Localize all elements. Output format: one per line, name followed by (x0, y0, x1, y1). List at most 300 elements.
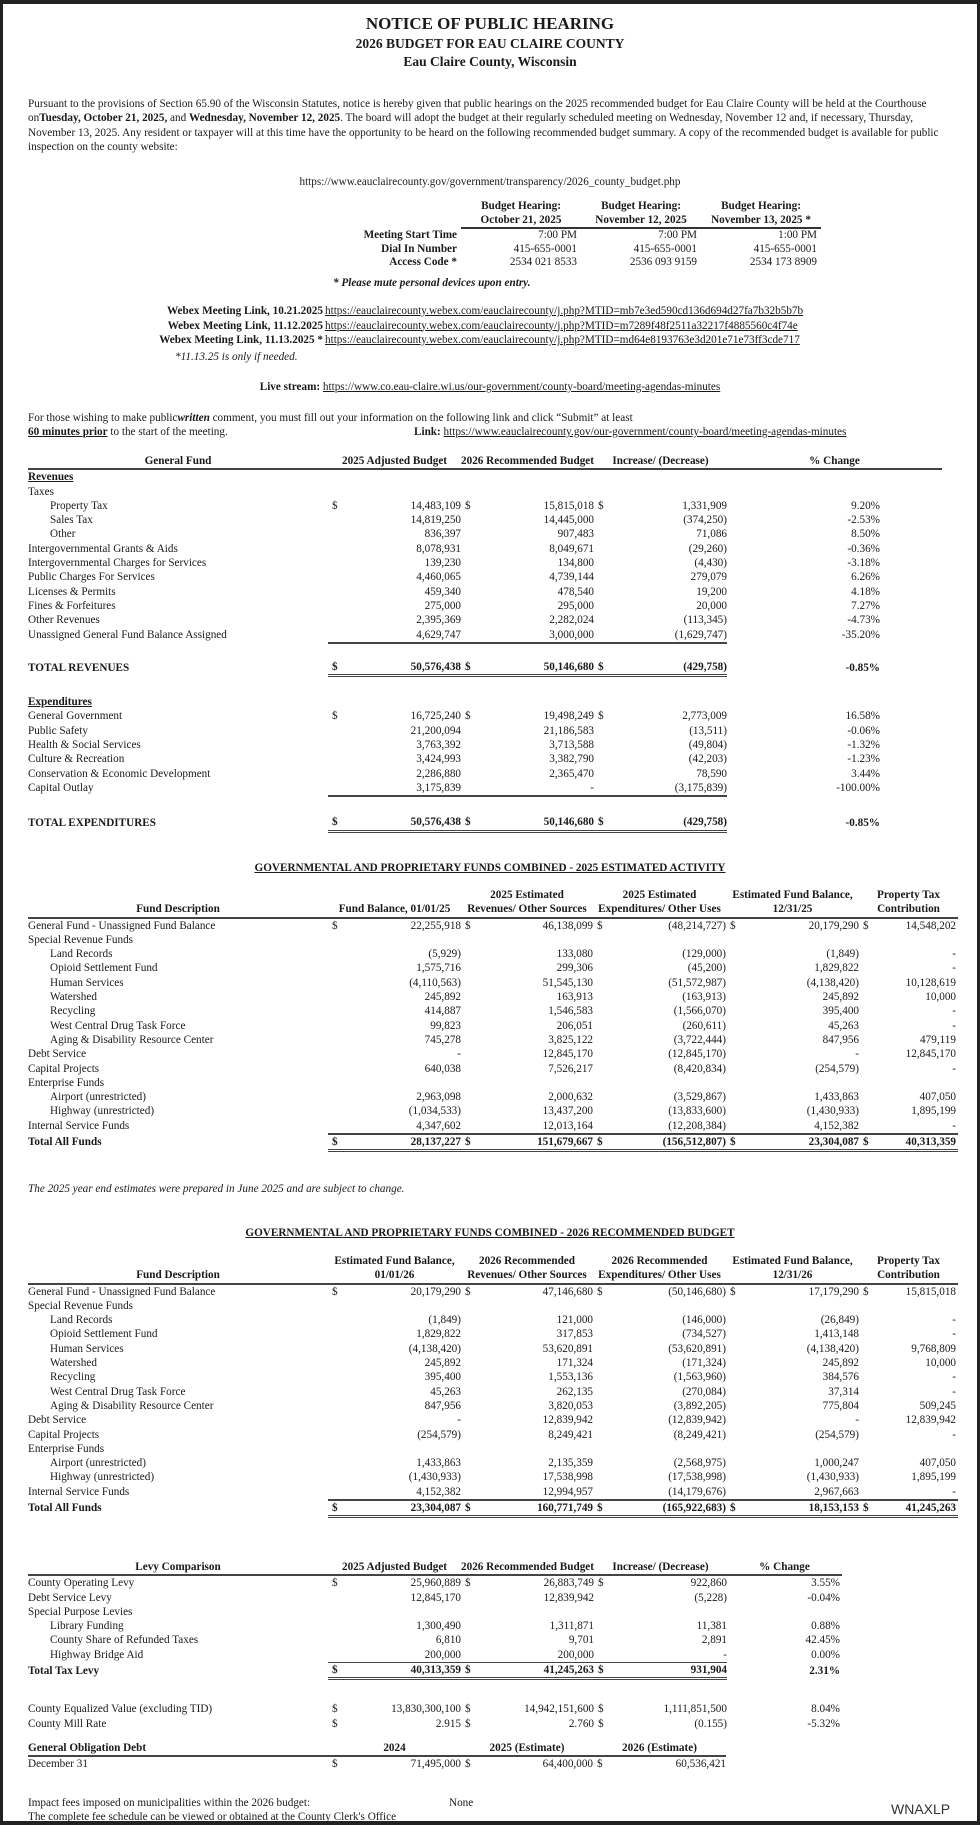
row-label: Conservation & Economic Development (28, 767, 211, 780)
dollar-sign (726, 1327, 746, 1341)
dollar-sign (593, 1370, 613, 1384)
dollar-sign (859, 1313, 879, 1327)
dollar-sign: $ (730, 919, 736, 932)
value-2025-adjusted: 12,845,170 (410, 1591, 461, 1604)
dollar-sign: $ (332, 919, 338, 932)
fund-value: (14,179,676) (668, 1485, 726, 1498)
dollar-sign (461, 1456, 481, 1470)
value-2025-adjusted: 16,725,240 (410, 710, 461, 723)
value-increase-decrease: (42,203) (688, 753, 727, 766)
fund-value: 133,080 (556, 948, 593, 961)
value-pct-change: 3.44% (851, 767, 880, 780)
comment-link[interactable]: https://www.eauclairecounty.gov/our-government/county-board/meeting-agendas-minutes (443, 426, 847, 438)
row-label: Capital Outlay (28, 782, 94, 795)
dial-in-3: 415-655-0001 (753, 242, 817, 255)
col-header-2024: 2024 (328, 1741, 461, 1756)
value-2025-adjusted: 459,340 (424, 585, 461, 598)
fund-row (28, 1119, 958, 1134)
col-header: Fund Description (28, 888, 328, 918)
fund-value: (8,420,834) (673, 1062, 726, 1075)
comment-link-wrap (414, 425, 846, 439)
fund-value: 160,771,749 (481, 1500, 593, 1517)
dollar-sign (859, 976, 879, 990)
start-time-1: 7:00 PM (538, 229, 577, 241)
dollar-sign (461, 1591, 481, 1605)
dollar-sign (461, 1313, 481, 1327)
value-2025-adjusted: 2.915 (435, 1717, 461, 1730)
row-label: TOTAL REVENUES (28, 661, 130, 674)
fund-row (28, 1062, 958, 1076)
start-time-3: 1:00 PM (778, 229, 817, 241)
dollar-sign (726, 1485, 746, 1500)
fund-value: (165,922,683) (613, 1500, 726, 1517)
dollar-sign (594, 752, 614, 766)
dollar-sign (859, 1370, 879, 1384)
total-all-funds-row (28, 1500, 958, 1517)
dollar-sign (859, 1004, 879, 1018)
fund-value: 262,135 (556, 1385, 593, 1398)
group-label: Revenues (28, 471, 74, 484)
fund-value: 2,000,632 (548, 1091, 593, 1104)
funds-2025-header (28, 888, 958, 918)
dollar-sign (726, 1356, 746, 1370)
value-2026-recommended: 15,815,018 (543, 499, 594, 512)
value-2026-recommended: 26,883,749 (543, 1577, 594, 1590)
row-label: Fines & Forfeitures (28, 599, 116, 612)
total-tax-levy-row (28, 1663, 842, 1679)
dollar-sign (859, 1385, 879, 1399)
dollar-sign (594, 1619, 614, 1633)
fee-schedule-note: The complete fee schedule can be viewed or obtained at the County Clerk's Office (28, 1811, 397, 1823)
dollar-sign (593, 1485, 613, 1500)
fund-value: 640,038 (424, 1062, 461, 1075)
fund-value: - (952, 1328, 956, 1341)
levy-row (28, 1648, 842, 1663)
fund-value: 847,956 (822, 1033, 859, 1046)
value-pct-change: 42.45% (805, 1634, 840, 1647)
dollar-sign (328, 976, 348, 990)
funds-2026-table (28, 1254, 958, 1518)
fund-name: Recycling (50, 1005, 96, 1018)
dollar-sign: $ (594, 660, 614, 676)
dollar-sign (594, 599, 614, 613)
dollar-sign: $ (328, 660, 348, 676)
fund-value: (734,527) (682, 1328, 726, 1341)
dollar-sign (328, 1047, 348, 1061)
value-2026-recommended: 9,701 (568, 1634, 594, 1647)
value-2026-recommended: 2,365,470 (549, 767, 594, 780)
row-label: Dial In Number (381, 242, 457, 255)
spacer-row (28, 1679, 842, 1703)
fund-value: (50,146,680) (668, 1285, 726, 1298)
webex-link-3[interactable]: https://eauclairecounty.webex.com/eauclairecounty/j.php?MTID=md64e8193763e3d201e71e73ff3cde717 (325, 334, 800, 346)
row-label: Intergovernmental Grants & Aids (28, 542, 178, 555)
dollar-sign (461, 1327, 481, 1341)
col-header: 2025 Estimated Revenues/ Other Sources (461, 888, 593, 918)
fund-value: (171,324) (682, 1357, 726, 1370)
fund-value: 15,815,018 (905, 1285, 956, 1298)
col-header-2025-adjusted: 2025 Adjusted Budget (328, 454, 461, 469)
row-label: County Share of Refunded Taxes (50, 1634, 199, 1647)
dollar-sign (593, 1413, 613, 1427)
col-header: Estimated Fund Balance, 12/31/26 (726, 1254, 859, 1284)
dollar-sign: $ (597, 1758, 603, 1771)
value-pct-change: -1.32% (847, 739, 880, 752)
fund-row (28, 990, 958, 1004)
col-header: Property Tax Contribution (859, 888, 958, 918)
row-label: Meeting Start Time (363, 228, 457, 241)
fund-value: 1,553,136 (548, 1371, 593, 1384)
fund-name: Internal Service Funds (28, 1120, 130, 1133)
col-header-increase-decrease: Increase/ (Decrease) (594, 1560, 727, 1575)
value-2025-adjusted: 200,000 (348, 1648, 461, 1663)
dollar-sign (461, 990, 481, 1004)
impact-fees-value: None (449, 1797, 474, 1809)
dollar-sign (859, 1413, 879, 1427)
dollar-sign (461, 1385, 481, 1399)
webex-row (3, 319, 980, 334)
revenue-row (28, 556, 942, 570)
fund-value: 1,895,199 (911, 1471, 956, 1484)
fund-name: Debt Service (28, 1414, 87, 1427)
col-header-2026-recommended: 2026 Recommended Budget (461, 1560, 594, 1575)
value-increase-decrease: (5,228) (694, 1591, 727, 1604)
row-label: Other (50, 528, 76, 541)
fund-value: 4,347,602 (416, 1119, 461, 1132)
fund-value: 245,892 (822, 1357, 859, 1370)
fund-value: 12,845,170 (542, 1048, 593, 1061)
row-label: Intergovernmental Charges for Services (28, 557, 207, 570)
dollar-sign (859, 1456, 879, 1470)
value-pct-change: -0.85% (845, 661, 880, 674)
webex-label: Webex Meeting Link, 11.12.2025 (167, 319, 323, 332)
expenditure-row (28, 724, 942, 738)
dollar-sign (328, 542, 348, 556)
dollar-sign (328, 990, 348, 1004)
value-2026-recommended: 19,498,249 (543, 710, 594, 723)
fund-value: (1,034,533) (408, 1105, 461, 1118)
value-2026-recommended: 907,483 (557, 528, 594, 541)
fund-value: 3,825,122 (548, 1033, 593, 1046)
dollar-sign (594, 513, 614, 527)
value-increase-decrease: (0.155) (694, 1717, 727, 1730)
dollar-sign (461, 1047, 481, 1061)
budget-url[interactable] (3, 175, 977, 189)
fund-value: (1,849) (428, 1314, 461, 1327)
fund-value: 17,538,998 (542, 1471, 593, 1484)
fund-value: 14,548,202 (905, 919, 956, 932)
fund-value: (1,566,070) (673, 1005, 726, 1018)
dollar-sign (328, 1591, 348, 1605)
col-header-increase-decrease: Increase/ (Decrease) (594, 454, 727, 469)
fund-row (28, 947, 958, 961)
access-code-1: 2534 021 8533 (509, 256, 577, 268)
fund-value: (12,839,942) (668, 1414, 726, 1427)
col-header-2026-estimate: 2026 (Estimate) (593, 1741, 726, 1756)
fund-value: 1,575,716 (416, 962, 461, 975)
comment-written: written (177, 412, 210, 424)
access-code-2: 2536 093 9159 (629, 256, 697, 268)
funds-2026-header (28, 1254, 958, 1284)
dollar-sign (461, 628, 481, 643)
dollar-sign (328, 1119, 348, 1134)
dollar-sign: $ (465, 919, 471, 932)
fund-name: General Fund - Unassigned Fund Balance (28, 1285, 216, 1298)
dollar-sign (593, 961, 613, 975)
webex-link-1[interactable]: https://eauclairecounty.webex.com/eauclairecounty/j.php?MTID=mb7e3ed590cd136d694d27fa7b32b5b7b (325, 305, 804, 317)
value-increase-decrease: - (614, 1648, 727, 1663)
value-pct-change: -2.53% (847, 514, 880, 527)
dollar-sign (328, 1104, 348, 1118)
fund-value: 4,152,382 (416, 1485, 461, 1498)
fund-row (28, 1033, 958, 1047)
fund-value: 1,413,148 (814, 1328, 859, 1341)
dollar-sign (726, 1456, 746, 1470)
fund-row (28, 933, 958, 947)
value-increase-decrease: 1,111,851,500 (663, 1703, 727, 1716)
debt-value: 60,536,421 (675, 1758, 726, 1771)
total-all-funds-row (28, 1134, 958, 1151)
hearing-date-1: Tuesday, October 21, 2025, (39, 112, 168, 125)
fund-name: Capital Projects (28, 1062, 100, 1075)
value-pct-change: 0.88% (811, 1620, 840, 1633)
fund-value: - (855, 1414, 859, 1427)
dollar-sign (593, 1399, 613, 1413)
fund-value: 53,620,891 (542, 1342, 593, 1355)
dollar-sign (328, 1033, 348, 1047)
dollar-sign (859, 1090, 879, 1104)
dollar-sign (726, 1047, 746, 1061)
col-header: Estimated Fund Balance, 12/31/25 (726, 888, 859, 918)
fund-row (28, 918, 958, 933)
dollar-sign (593, 1385, 613, 1399)
value-2025-adjusted: 2,395,369 (416, 614, 461, 627)
row-label: County Equalized Value (excluding TID) (28, 1703, 213, 1716)
dollar-sign (594, 1591, 614, 1605)
dollar-sign (726, 1019, 746, 1033)
group-label: Expenditures (28, 696, 92, 709)
fund-value: 847,956 (424, 1399, 461, 1412)
fund-value: (5,929) (428, 948, 461, 961)
fund-value: - (855, 1048, 859, 1061)
levy-row (28, 1575, 842, 1590)
fund-value: - (952, 1119, 956, 1132)
impact-fees-label: Impact fees imposed on municipalities within the 2026 budget: (28, 1797, 311, 1809)
fund-value: (4,110,563) (409, 976, 461, 989)
dollar-sign (328, 585, 348, 599)
group-label: Taxes (28, 485, 54, 498)
fund-value: 121,000 (556, 1314, 593, 1327)
levy-row (28, 1619, 842, 1633)
hearing-header-row-1 (293, 200, 821, 214)
dollar-sign (859, 1428, 879, 1442)
fund-value: 20,179,290 (808, 919, 859, 932)
value-pct-change: 0.00% (811, 1649, 840, 1662)
dollar-sign: $ (594, 815, 614, 831)
dollar-sign (461, 542, 481, 556)
dollar-sign (726, 1428, 746, 1442)
dollar-sign (593, 1047, 613, 1061)
livestream-label: Live stream: (259, 381, 321, 393)
dollar-sign (726, 1033, 746, 1047)
spacer-row (28, 643, 942, 660)
fund-value: 1,000,247 (814, 1457, 859, 1470)
dial-in-1: 415-655-0001 (513, 242, 577, 255)
value-2026-recommended: 50,146,680 (481, 815, 594, 831)
levy-row (28, 1633, 842, 1647)
value-2026-recommended: 8,049,671 (549, 542, 594, 555)
dollar-sign (461, 1399, 481, 1413)
value-increase-decrease: 1,331,909 (682, 499, 727, 512)
equalized-value-row (28, 1702, 842, 1716)
fund-row (28, 1019, 958, 1033)
value-increase-decrease: 931,904 (614, 1663, 727, 1679)
fund-row (28, 1428, 958, 1442)
dollar-sign (859, 1342, 879, 1356)
dollar-sign (594, 527, 614, 541)
dollar-sign: $ (465, 1703, 471, 1716)
dollar-sign (461, 570, 481, 584)
dollar-sign (859, 990, 879, 1004)
fund-value: - (952, 1062, 956, 1075)
dollar-sign (328, 1633, 348, 1647)
fund-value: (254,579) (815, 1062, 859, 1075)
fund-value: (53,620,891) (668, 1342, 726, 1355)
fund-value: 2,135,359 (548, 1457, 593, 1470)
dollar-sign: $ (597, 919, 603, 932)
webex-label: Webex Meeting Link, 10.21.2025 (166, 305, 323, 317)
hearing-col-3-date: November 13, 2025 * (701, 214, 821, 229)
revenue-row (28, 613, 942, 627)
spacer (28, 1679, 842, 1703)
dollar-sign (594, 613, 614, 627)
fund-row (28, 1004, 958, 1018)
value-pct-change: 7.27% (851, 599, 880, 612)
fund-value: (163,913) (682, 991, 726, 1004)
dollar-sign (461, 1413, 481, 1427)
fund-value: 171,324 (556, 1357, 593, 1370)
fund-value: (260,611) (682, 1019, 726, 1032)
dollar-sign (594, 570, 614, 584)
dollar-sign: $ (593, 1134, 613, 1151)
dollar-sign (859, 1399, 879, 1413)
fund-value: 1,829,822 (814, 962, 859, 975)
dollar-sign: $ (461, 660, 481, 676)
fund-row (28, 1385, 958, 1399)
dollar-sign (328, 1327, 348, 1341)
fund-name: Highway (unrestricted) (50, 1105, 155, 1118)
webex-link-2[interactable]: https://eauclairecounty.webex.com/eauclairecounty/j.php?MTID=m7289f48f2511a32217f4885560c4f74e (325, 319, 798, 332)
dollar-sign (328, 724, 348, 738)
revenue-row (28, 628, 942, 643)
group-row (28, 1605, 842, 1619)
hearing-col-2-date: November 12, 2025 (581, 214, 701, 229)
dollar-sign (593, 1313, 613, 1327)
value-2026-recommended: 2,282,024 (549, 614, 594, 627)
fund-value: 245,892 (424, 991, 461, 1004)
dollar-sign (593, 1004, 613, 1018)
value-2025-adjusted: 14,819,250 (410, 514, 461, 527)
value-2025-adjusted: 836,397 (424, 528, 461, 541)
fund-name: Capital Projects (28, 1428, 100, 1441)
fund-row (28, 1485, 958, 1500)
dollar-sign (461, 1004, 481, 1018)
livestream (3, 380, 977, 394)
dollar-sign (328, 628, 348, 643)
dollar-sign (328, 752, 348, 766)
fund-value: 1,546,583 (548, 1005, 593, 1018)
value-2025-adjusted: 21,200,094 (410, 724, 461, 737)
webex-note: *11.13.25 is only if needed. (175, 351, 298, 363)
dollar-sign (328, 556, 348, 570)
row-label: Highway Bridge Aid (50, 1649, 144, 1662)
fund-value: 45,263 (430, 1385, 461, 1398)
dollar-sign (859, 1047, 879, 1061)
dollar-sign (328, 1019, 348, 1033)
fund-value: 10,000 (925, 1357, 956, 1370)
fund-value: 163,913 (556, 991, 593, 1004)
fund-name: Opioid Settlement Fund (50, 1328, 158, 1341)
value-pct-change: -0.85% (845, 816, 880, 829)
dollar-sign (726, 1104, 746, 1118)
dollar-sign (461, 1090, 481, 1104)
livestream-link[interactable]: https://www.co.eau-claire.wi.us/our-government/county-board/meeting-agendas-minutes (322, 381, 721, 393)
value-2026-recommended: 50,146,680 (481, 660, 594, 676)
value-increase-decrease: (4,430) (694, 557, 727, 570)
webex-row (3, 304, 980, 319)
dollar-sign: $ (328, 815, 348, 831)
comment-instructions (28, 411, 633, 425)
comment-text-3: to the start of the meeting. (107, 426, 228, 438)
row-label: Health & Social Services (28, 739, 141, 752)
dollar-sign (328, 527, 348, 541)
value-2026-recommended: 14,445,000 (543, 514, 594, 527)
col-header-pct-change: % Change (727, 1560, 842, 1575)
hearing-row-dial-in (293, 243, 821, 257)
mill-rate-row (28, 1717, 842, 1731)
value-increase-decrease: (374,250) (683, 514, 727, 527)
comment-instructions-2 (28, 425, 963, 439)
hearing-col-1-date: October 21, 2025 (461, 214, 581, 229)
row-label: Other Revenues (28, 614, 100, 627)
fund-name: Enterprise Funds (28, 1442, 105, 1455)
fund-value: 40,313,359 (879, 1134, 958, 1151)
dollar-sign (593, 1356, 613, 1370)
value-increase-decrease: 19,200 (696, 585, 727, 598)
value-increase-decrease: 2,891 (701, 1634, 727, 1647)
fund-value: 12,013,164 (542, 1119, 593, 1132)
dollar-sign (593, 1090, 613, 1104)
webex-links (3, 304, 980, 348)
budget-url-text[interactable]: https://www.eauclairecounty.gov/government/transparency/2026_county_budget.php (299, 176, 681, 188)
dollar-sign (726, 1313, 746, 1327)
fund-value: - (952, 948, 956, 961)
fund-row (28, 1313, 958, 1327)
hearing-col-1-line1: Budget Hearing: (481, 200, 561, 212)
fund-value: (4,138,420) (408, 1342, 461, 1355)
fund-name: Human Services (50, 1342, 124, 1355)
dollar-sign: $ (859, 1134, 879, 1151)
fund-value: (12,208,384) (668, 1119, 726, 1132)
dollar-sign (594, 556, 614, 570)
fund-value: 414,887 (424, 1005, 461, 1018)
expenditure-row (28, 738, 942, 752)
fund-value: 47,146,680 (542, 1285, 593, 1298)
total-expenditures-row (28, 815, 942, 831)
fund-name: General Fund - Unassigned Fund Balance (28, 919, 216, 932)
dollar-sign (461, 599, 481, 613)
fund-value: 1,433,863 (416, 1457, 461, 1470)
